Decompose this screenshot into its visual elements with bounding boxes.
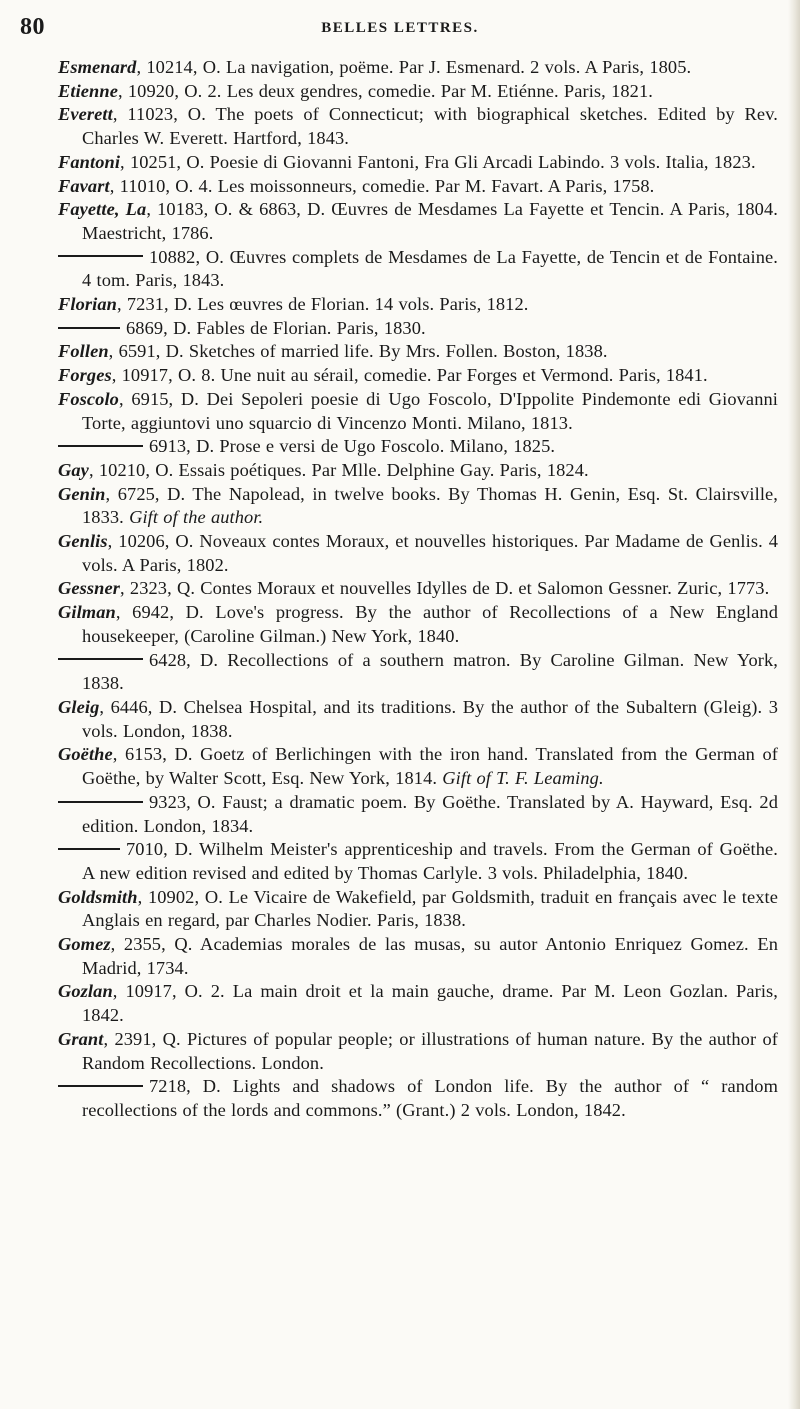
entry-text: , 2355, Q. Academias morales de las musas, su autor Antonio Enriquez Gomez. En Madrid, 1734. [82,934,778,978]
catalog-entry [58,151,778,175]
catalog-entry [58,980,778,1027]
entry-gift-note: Gift of the author. [129,507,264,528]
catalog-entry [58,838,778,885]
entry-text: , 10183, O. & 6863, D. Œuvres de Mesdames La Fayette et Tencin. A Paris, 1804. Maestricht, 1786. [82,199,778,243]
catalog-entry [58,340,778,364]
catalog-entry [58,435,778,459]
running-head: BELLES LETTRES. [321,20,479,36]
catalog-entry [58,175,778,199]
entry-author: Fayette, La [58,199,147,220]
entry-text: , 6446, D. Chelsea Hospital, and its traditions. By the author of the Subaltern (Gleig). 3 vols. London, 1838. [82,696,778,741]
catalog-entry [58,80,778,104]
entry-text: , 2323, Q. Contes Moraux et nouvelles Idylles de D. et Salomon Gessner. Zuric, 1773. [120,578,770,599]
entry-text: , 11023, O. The poets of Connecticut; with biographical sketches. Edited by Rev. Charles W. Everett. Hartford, 1843. [82,104,778,149]
catalog-entry [58,459,778,483]
entry-author: Etienne [58,80,118,101]
entry-author: Gessner [58,578,121,599]
catalog-entry [58,198,778,245]
catalog-entry [58,791,778,838]
entry-text: , 10214, O. La navigation, poëme. Par J. Esmenard. 2 vols. A Paris, 1805. [136,57,692,77]
ditto-dash [58,848,120,850]
catalog-entry [58,649,778,696]
catalog-entries [58,56,778,1123]
catalog-entry [58,364,778,388]
ditto-dash [58,445,143,447]
entry-text: , 2391, Q. Pictures of popular people; or illustrations of human nature. By the author of Random Recollections. London. [82,1028,778,1073]
entry-author: Esmenard [58,57,137,77]
entry-author: Gilman [58,602,116,623]
catalog-entry [58,56,778,80]
entry-text: , 11010, O. 4. Les moissonneurs, comedie. Par M. Favart. A Paris, 1758. [109,175,655,196]
entry-text: 7218, D. Lights and shadows of London life. By the author of “ random recollections of the lords and commons.” (Grant.) 2 vols. London, 1842. [82,1076,778,1120]
entry-text: , 6942, D. Love's progress. By the author of Recollections of a New England housekeeper, (Caroline Gilman.) New York, 1840. [82,602,778,646]
catalog-entry [58,933,778,980]
entry-author: Gleig [58,696,100,717]
catalog-entry [58,696,778,743]
entry-text: , 6591, D. Sketches of married life. By Mrs. Follen. Boston, 1838. [108,341,608,362]
catalog-entry [58,1075,778,1122]
catalog-entry [58,483,778,530]
entry-author: Everett [58,104,113,125]
catalog-entry [58,1028,778,1075]
entry-author: Goldsmith [58,886,138,907]
entry-author: Forges [58,365,112,386]
entry-author: Gomez [58,934,111,955]
ditto-dash [58,327,120,329]
catalog-entry [58,743,778,790]
page-header [20,14,780,42]
page-number: 80 [20,14,45,40]
ditto-dash [58,658,143,660]
entry-author: Grant [58,1028,104,1049]
entry-text: , 10917, O. 2. La main droit et la main gauche, drame. Par M. Leon Gozlan. Paris, 1842. [82,981,778,1026]
entry-text: , 10210, O. Essais poétiques. Par Mlle. Delphine Gay. Paris, 1824. [88,459,589,480]
entry-author: Goëthe [58,744,113,765]
catalog-entry [58,530,778,577]
entry-text: , 6153, D. Goetz of Berlichingen with the iron hand. Translated from the German of Goëthe, by Walter Scott, Esq. New York, 1814. [82,744,778,789]
entry-gift-note: Gift of T. F. Leaming. [442,768,604,789]
page-edge-shadow [788,0,800,1409]
entry-text: , 7231, D. Les œuvres de Florian. 14 vols. Paris, 1812. [116,294,529,315]
entry-author: Gay [58,459,89,480]
ditto-dash [58,801,143,803]
entry-author: Florian [58,294,117,315]
catalog-entry [58,246,778,293]
catalog-entry [58,388,778,435]
catalog-entry [58,317,778,341]
entry-author: Foscolo [58,388,119,409]
entry-text: , 10251, O. Poesie di Giovanni Fantoni, Fra Gli Arcadi Labindo. 3 vols. Italia, 1823. [120,151,756,172]
catalog-entry [58,577,778,601]
entry-author: Fantoni [58,151,121,172]
entry-author: Gozlan [58,981,113,1002]
entry-text: 6913, D. Prose e versi de Ugo Foscolo. Milano, 1825. [149,436,556,457]
catalog-entry [58,601,778,648]
entry-author: Genlis [58,531,108,552]
entry-text: , 10902, O. Le Vicaire de Wakefield, par Goldsmith, traduit en français avec le texte Anglais en regard, par Charles Nodier. Paris, 1838. [82,886,778,931]
entry-text: , 6725, D. The Napolead, in twelve books. By Thomas H. Genin, Esq. St. Clairsville, 1833. [82,483,778,528]
entry-author: Follen [58,341,109,362]
catalog-entry [58,886,778,933]
entry-author: Favart [58,175,110,196]
entry-text: 10882, O. Œuvres complets de Mesdames de La Fayette, de Tencin et de Fontaine. 4 tom. Paris, 1843. [82,246,778,291]
entry-text: , 10206, O. Noveaux contes Moraux, et nouvelles historiques. Par Madame de Genlis. 4 vols. A Paris, 1802. [82,531,778,575]
ditto-dash [58,1085,143,1087]
entry-text: 9323, O. Faust; a dramatic poem. By Goëthe. Translated by A. Hayward, Esq. 2d edition. London, 1834. [82,791,778,836]
entry-text: 7010, D. Wilhelm Meister's apprenticeship and travels. From the German of Goëthe. A new edition revised and edited by Thomas Carlyle. 3 vols. Philadelphia, 1840. [82,839,778,883]
catalog-entry [58,103,778,150]
entry-author: Genin [58,483,106,504]
entry-text: , 10920, O. 2. Les deux gendres, comedie. Par M. Etiénne. Paris, 1821. [117,80,653,101]
catalog-entry [58,293,778,317]
entry-text: 6428, D. Recollections of a southern matron. By Caroline Gilman. New York, 1838. [82,649,778,694]
entry-text: 6869, D. Fables de Florian. Paris, 1830. [126,317,426,338]
ditto-dash [58,255,143,257]
entry-text: , 6915, D. Dei Sepoleri poesie di Ugo Foscolo, D'Ippolite Pindemonte edi Giovanni Torte, aggiuntovi uno squarcio di Vincenzo Monti. Milano, 1813. [82,388,778,433]
entry-text: , 10917, O. 8. Une nuit au sérail, comedie. Par Forges et Vermond. Paris, 1841. [111,365,708,386]
